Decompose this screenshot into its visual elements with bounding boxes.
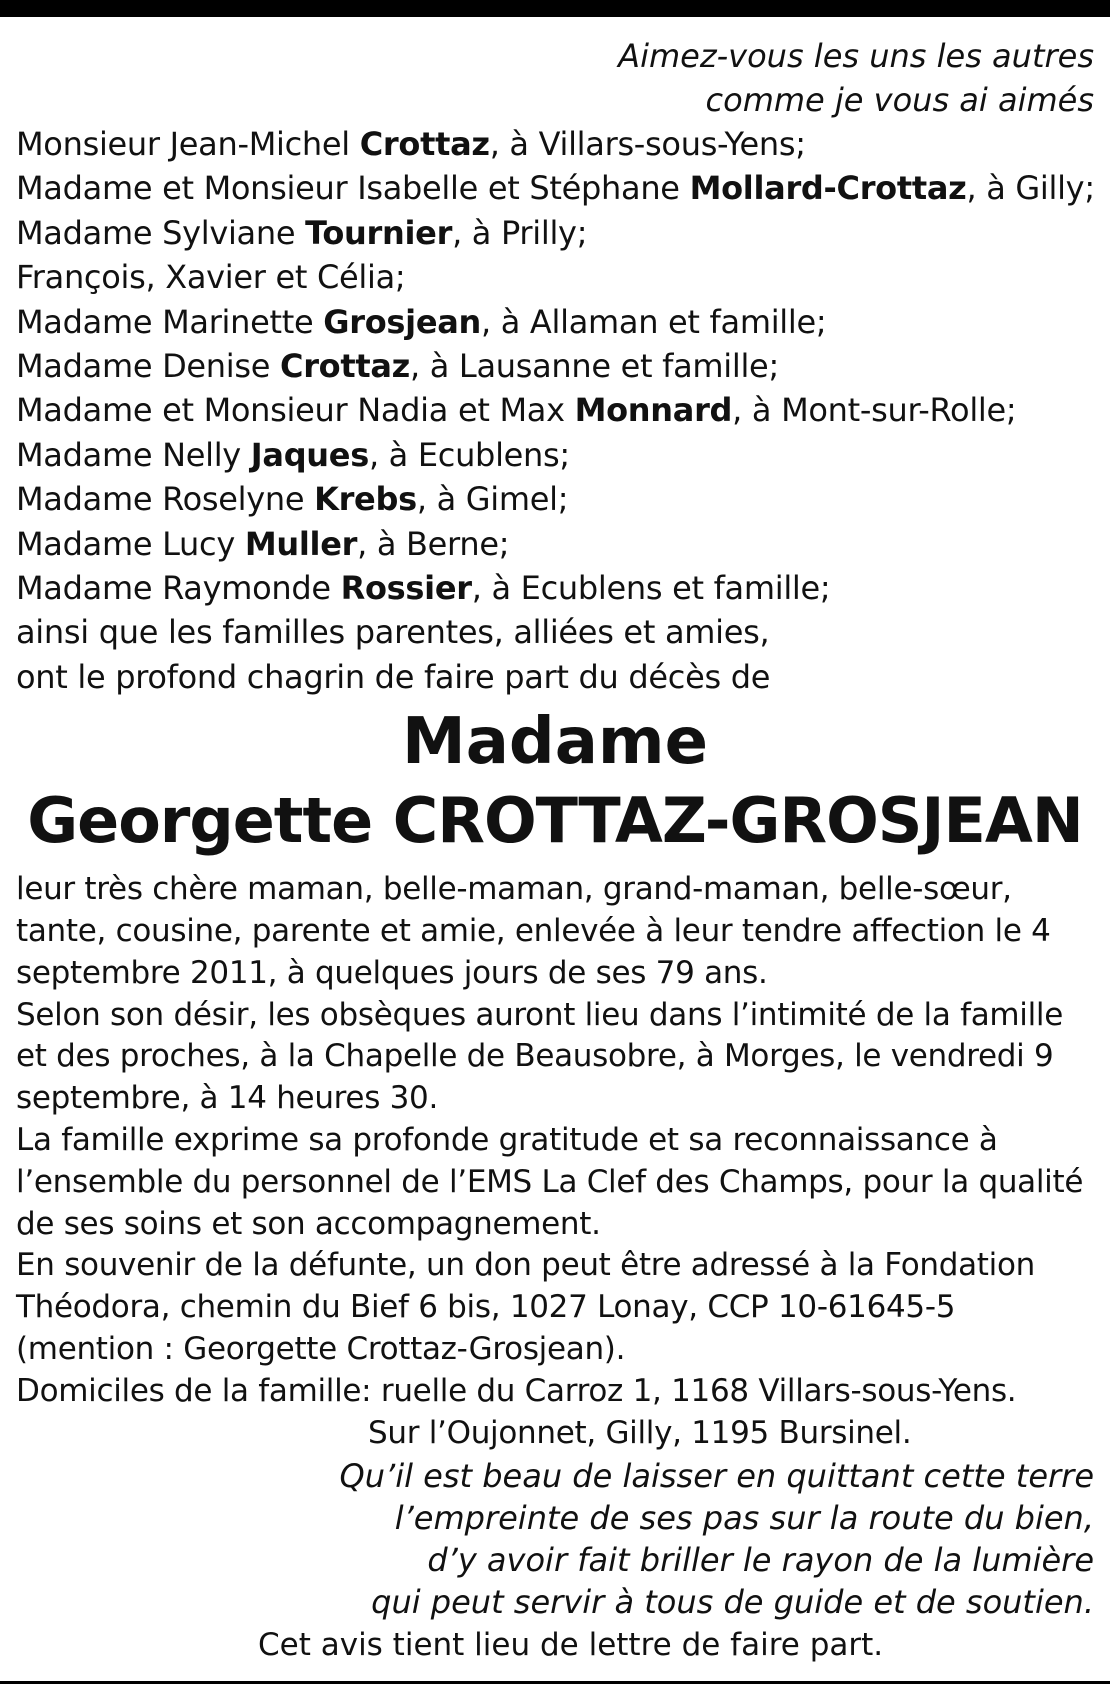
family-list bbox=[16, 122, 1094, 699]
family-line bbox=[16, 211, 1094, 255]
family-surname: Crottaz bbox=[359, 125, 490, 163]
family-line bbox=[16, 477, 1094, 521]
obituary-body bbox=[16, 869, 1094, 1454]
family-line bbox=[16, 610, 1094, 654]
family-line-prefix: François, Xavier et Célia; bbox=[16, 258, 406, 297]
poem-line: qui peut servir à tous de guide et de soutien. bbox=[371, 1582, 1094, 1621]
family-surname: Tournier bbox=[305, 213, 453, 252]
family-surname: Krebs bbox=[314, 480, 417, 519]
epigraph bbox=[16, 34, 1094, 122]
family-line-suffix: , à Gimel; bbox=[416, 480, 569, 519]
closing-poem bbox=[16, 1456, 1094, 1623]
family-line-prefix: Madame Raymonde bbox=[16, 569, 341, 608]
family-line bbox=[16, 300, 1094, 344]
poem-line: Qu’il est beau de laisser en quittant cette terre bbox=[339, 1457, 1094, 1496]
family-address: Domiciles de la famille: ruelle du Carroz 1, 1168 Villars-sous-Yens. bbox=[16, 1372, 1017, 1409]
family-line bbox=[16, 166, 1094, 210]
family-line-prefix: Madame Marinette bbox=[16, 302, 324, 341]
family-line-prefix: Madame Roselyne bbox=[16, 480, 315, 519]
family-surname: Crottaz bbox=[280, 347, 410, 386]
bottom-border-rule bbox=[0, 1681, 1110, 1684]
family-line bbox=[16, 566, 1094, 610]
family-surname: Rossier bbox=[340, 569, 472, 608]
family-surname: Muller bbox=[244, 524, 358, 563]
family-line bbox=[16, 344, 1094, 388]
family-line-suffix: , à Ecublens; bbox=[368, 435, 570, 474]
poem-line: l’empreinte de ses pas sur la route du bien, bbox=[394, 1499, 1094, 1538]
family-surname: Jaques bbox=[250, 435, 369, 474]
family-line-suffix: , à Berne; bbox=[357, 524, 510, 563]
family-surname: Monnard bbox=[574, 391, 733, 430]
family-line-suffix: , à Gilly; bbox=[966, 169, 1095, 208]
family-line-prefix: Madame Lucy bbox=[16, 524, 245, 563]
family-line bbox=[16, 255, 1094, 299]
family-line-prefix: ont le profond chagrin de faire part du décès de bbox=[16, 657, 771, 696]
body-paragraph: Selon son désir, les obsèques auront lieu dans l’intimité de la famille et des proches, à la Chapelle de Beausobre, à Morges, le vendredi 9 septembre, à 14 heures 30. bbox=[16, 996, 1064, 1117]
family-surname: Mollard-Crottaz bbox=[689, 169, 967, 208]
body-paragraph: leur très chère maman, belle-maman, grand-maman, belle-sœur, tante, cousine, parente et amie, enlevée à leur tendre affection le 4 septembre 2011, à quelques jours de ses 79 ans. bbox=[16, 871, 1051, 991]
family-line-prefix: Madame Denise bbox=[16, 347, 281, 386]
epigraph-line: Aimez-vous les uns les autres bbox=[618, 37, 1094, 75]
deceased-title: Madame bbox=[402, 705, 708, 780]
poem-line: d’y avoir fait briller le rayon de la lumière bbox=[427, 1541, 1094, 1580]
family-address: Sur l’Oujonnet, Gilly, 1195 Bursinel. bbox=[368, 1414, 912, 1451]
family-line-suffix: , à Allaman et famille; bbox=[481, 302, 827, 341]
family-line-suffix: , à Villars-sous-Yens; bbox=[489, 125, 806, 163]
body-paragraph: La famille exprime sa profonde gratitude et sa reconnaissance à l’ensemble du personnel de l’EMS La Clef des Champs, pour la qualité de ses soins et son accompagnement. bbox=[16, 1122, 1084, 1242]
body-paragraph: En souvenir de la défunte, un don peut être adressé à la Fondation Théodora, chemin du Bief 6 bis, 1027 Lonay, CCP 10-61645-5 (mention : Georgette Crottaz-Grosjean). bbox=[16, 1247, 1035, 1368]
obituary-notice bbox=[16, 34, 1094, 1666]
family-line bbox=[16, 655, 1094, 699]
top-border-rule bbox=[0, 0, 1110, 17]
deceased-name: Georgette CROTTAZ-GROSJEAN bbox=[27, 784, 1083, 858]
deceased-heading bbox=[16, 703, 1094, 861]
epigraph-line: comme je vous ai aimés bbox=[705, 81, 1094, 119]
notice-line: Cet avis tient lieu de lettre de faire part. bbox=[258, 1626, 884, 1663]
family-line-prefix: Madame et Monsieur Isabelle et Stéphane bbox=[16, 169, 690, 208]
family-line bbox=[16, 433, 1094, 477]
family-line-prefix: ainsi que les familles parentes, alliées et amies, bbox=[16, 613, 770, 652]
family-line-prefix: Madame Nelly bbox=[16, 435, 251, 474]
family-line-prefix: Madame et Monsieur Nadia et Max bbox=[16, 391, 575, 430]
family-line-suffix: , à Mont-sur-Rolle; bbox=[732, 391, 1017, 430]
family-surname: Grosjean bbox=[323, 302, 481, 341]
family-line-suffix: , à Lausanne et famille; bbox=[409, 347, 779, 386]
family-line-prefix: Monsieur Jean-Michel bbox=[16, 125, 360, 163]
family-line bbox=[16, 122, 1094, 166]
family-line-suffix: , à Prilly; bbox=[452, 213, 588, 252]
family-line bbox=[16, 388, 1094, 432]
family-line-prefix: Madame Sylviane bbox=[16, 213, 306, 252]
family-line bbox=[16, 522, 1094, 566]
family-line-suffix: , à Ecublens et famille; bbox=[471, 569, 831, 608]
